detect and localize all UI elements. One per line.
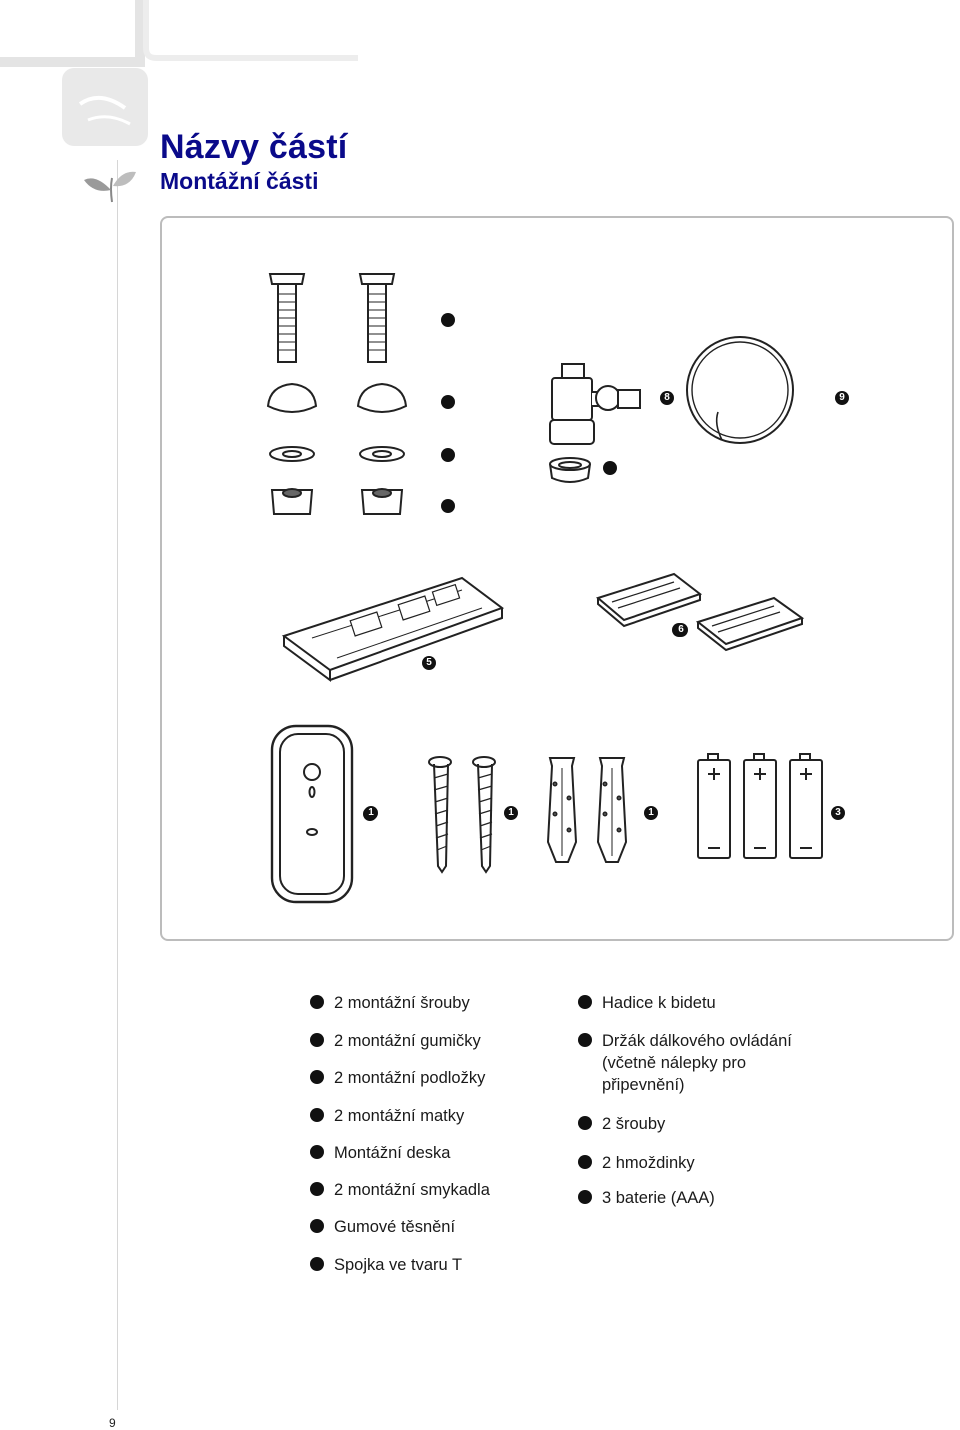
- mounting-slider-icon: [698, 598, 802, 650]
- rubber-seal-icon: [550, 458, 590, 482]
- parts-illustration: [162, 218, 956, 943]
- remote-holder-icon: [272, 726, 352, 902]
- page-number: 9: [109, 1416, 116, 1430]
- washer-icon: [360, 447, 404, 461]
- part-number-badge: 1: [364, 806, 378, 820]
- mounting-slider-icon: [598, 574, 700, 626]
- bidet-hose-icon: [687, 337, 793, 443]
- page-title: Názvy částí: [160, 128, 348, 166]
- wall-plug-icon: [548, 758, 576, 862]
- mounting-plate-icon: [284, 578, 502, 680]
- screw-icon: [429, 757, 451, 872]
- leaf-icon: [82, 168, 138, 204]
- part-number-badge: 9: [835, 391, 849, 405]
- part-number-badge: 3: [831, 806, 845, 820]
- bullet-icon: [310, 1182, 324, 1196]
- mounting-bolt-icon: [270, 274, 304, 362]
- part-number-badge: 8: [660, 391, 674, 405]
- margin-line: [117, 160, 118, 1410]
- battery-icon: [744, 754, 776, 858]
- battery-icon: [790, 754, 822, 858]
- part-number-badge: 5: [422, 656, 436, 670]
- bullet-icon: [578, 1116, 592, 1130]
- bullet-icon: [310, 1108, 324, 1122]
- part-number-badge: 1: [504, 806, 518, 820]
- page-subtitle: Montážní části: [160, 168, 319, 194]
- mounting-bolt-icon: [360, 274, 394, 362]
- parts-list-right: Hadice k bidetu Držák dálkového ovládání (včetně nálepky pro připevnění) 2 šrouby 2 hmoždinky 3 baterie (AAA): [578, 992, 838, 1232]
- screw-icon: [473, 757, 495, 872]
- bullet-icon: [310, 1070, 324, 1084]
- bullet-icon: [310, 995, 324, 1009]
- battery-icon: [698, 754, 730, 858]
- bullet-icon: [578, 1033, 592, 1047]
- bullet-icon: [310, 1145, 324, 1159]
- part-number-badge: 6: [674, 623, 688, 637]
- rubber-cap-icon: [268, 384, 316, 412]
- bullet-icon: [310, 1219, 324, 1233]
- bullet-icon: [578, 1190, 592, 1204]
- parts-figure-panel: [160, 216, 954, 941]
- bullet-icon: [578, 1155, 592, 1169]
- t-connector-icon: [550, 364, 640, 444]
- washer-icon: [270, 447, 314, 461]
- rubber-cap-icon: [358, 384, 406, 412]
- bullet-icon: [310, 1033, 324, 1047]
- part-number-badge: 1: [644, 806, 658, 820]
- bullet-icon: [310, 1257, 324, 1271]
- parts-list-left: 2 montážní šrouby 2 montážní gumičky 2 montážní podložky 2 montážní matky Montážní deska 2 montážní smykadla Gumové těsnění Spojka ve tvaru T: [310, 992, 560, 1292]
- bullet-icon: [578, 995, 592, 1009]
- wall-plug-icon: [598, 758, 626, 862]
